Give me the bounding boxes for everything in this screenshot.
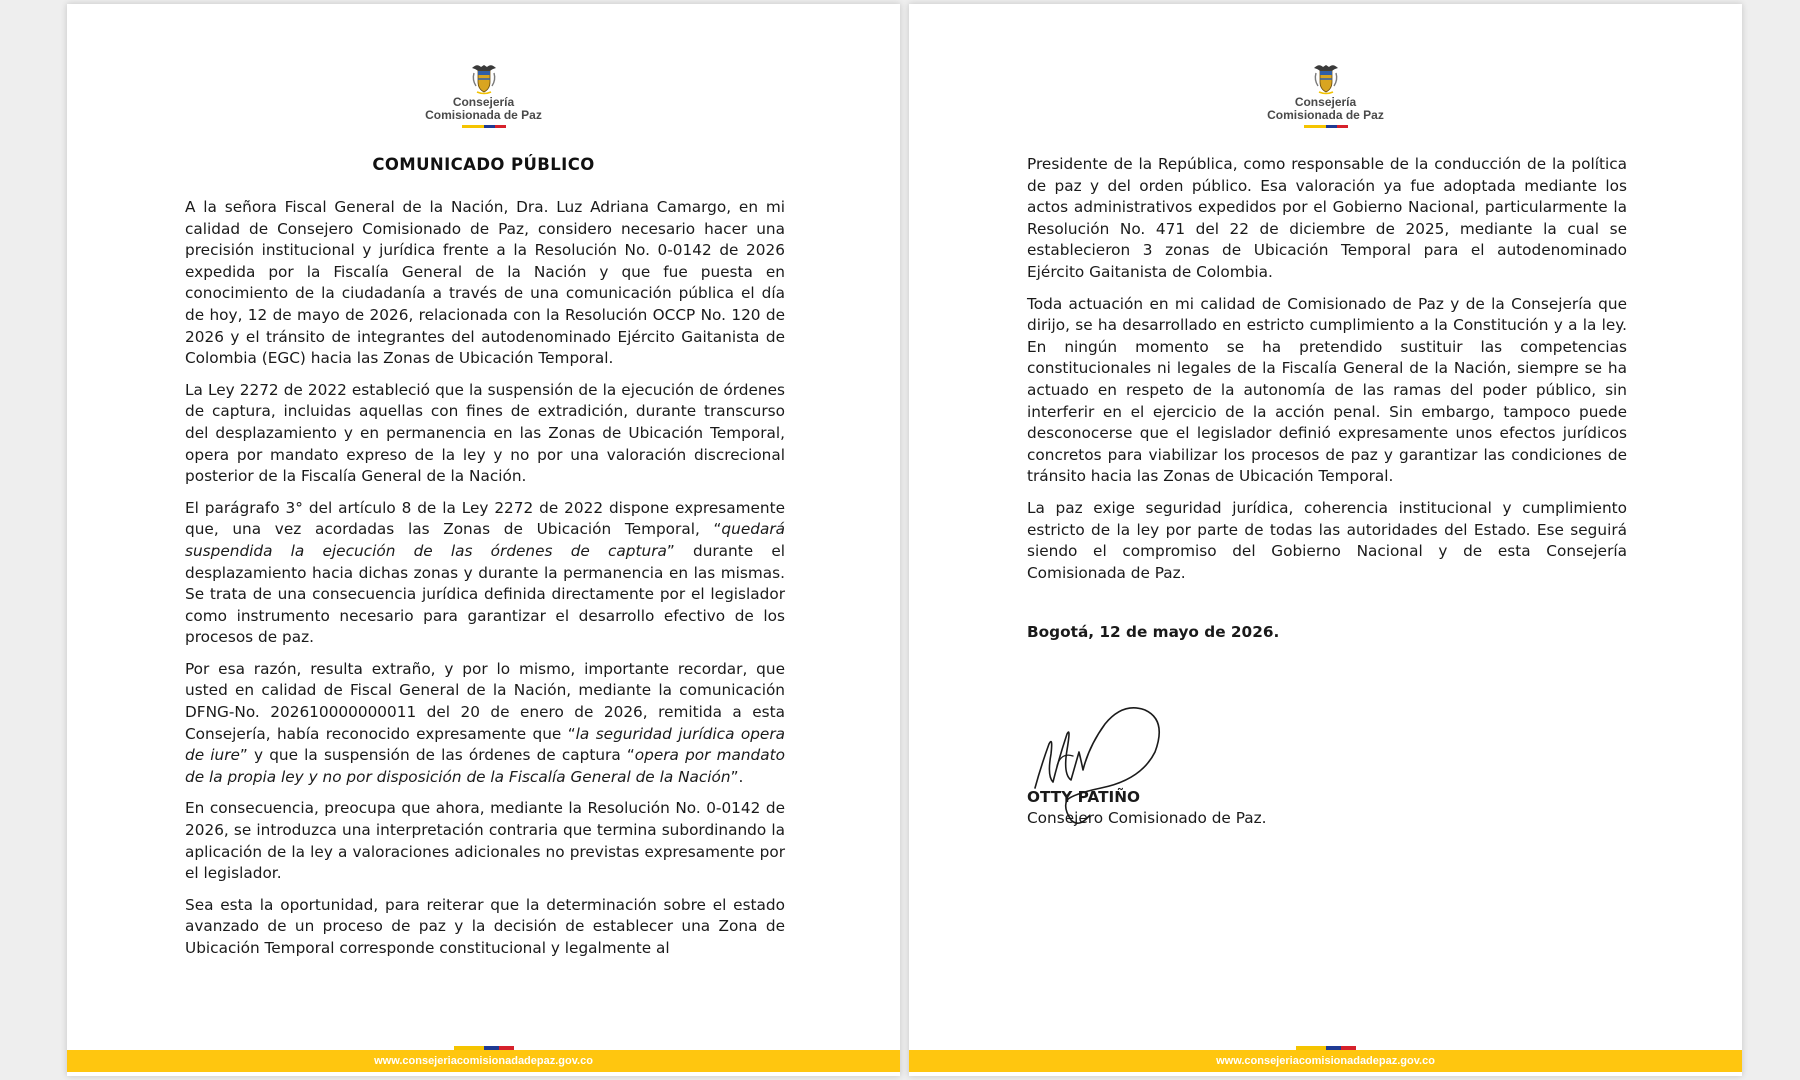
paragraph: A la señora Fiscal General de la Nación, Dra. Luz Adriana Camargo, en mi calidad de Consejero Comisionado de Paz, considero necesario hacer una precisión institucional y jurídica frente a la Resolución No. 0-0142 de 2026 expedida por la Fiscalía General de la Nación y que fue puesta en conocimiento de la ciudadanía a través de una comunicación pública el día de hoy, 12 de mayo de 2026, relacionada con la Resolución OCCP No. 120 de 2026 y el tránsito de integrantes del autodenominado Ejército Gaitanista de Colombia (EGC) hacia las Zonas de Ubicación Temporal.: [185, 198, 785, 368]
paragraph: En consecuencia, preocupa que ahora, mediante la Resolución No. 0-0142 de 2026, se introduzca una interpretación contraria que termina subordinando la aplicación de la ley a valoraciones adicionales no previstas expresamente por el legislador.: [185, 799, 785, 883]
text-run: Por esa razón, resulta extraño, y por lo mismo, importante recordar, que usted en calidad de Fiscal General de la Nación, mediante la comunicación DFNG-No. 202610000000011 del 20 de enero de 2026, remitida a esta Consejería, había reconocido expresamente que “: [185, 659, 785, 743]
paragraph: Toda actuación en mi calidad de Comisionado de Paz y de la Consejería que dirijo, se ha desarrollado en estricto cumplimiento a la Constitución y a la ley. En ningún momento se ha pretendido sustituir las competencias constitucionales ni legales de la Fiscalía General de la Nación, siempre se ha actuado en respeto de la autonomía de las ramas del poder público, sin interferir en el ejercicio de la acción penal. Sin embargo, tampoco puede desconocerse que el legislador definió expresamente unos efectos jurídicos concretos para viabilizar los procesos de paz y garantizar las condiciones de tránsito hacia las Zonas de Ubicación Temporal.: [1027, 294, 1627, 486]
document-body: [1027, 154, 1627, 644]
text-run: ”.: [730, 767, 744, 786]
signer-role: Consejero Comisionado de Paz.: [1027, 809, 1267, 827]
logo-text-line1: Consejería: [1294, 95, 1357, 109]
text-run: ” durante el desplazamiento hacia dichas zonas y durante la permanencia en las mismas. Se trata de una consecuencia jurídica definida directamente por el legislador como instrumento necesario para garantizar el desarrollo efectivo de los procesos de paz.: [185, 541, 786, 647]
document-page-2: [909, 4, 1742, 1076]
paragraph: [185, 659, 785, 789]
consejeria-logo: [909, 62, 1742, 128]
coat-of-arms-icon: [469, 62, 499, 96]
colombia-flag-stripe: [1304, 125, 1348, 128]
paragraph: La paz exige seguridad jurídica, coherencia institucional y cumplimiento estricto de la ley por parte de todas las autoridades del Estado. Ese seguirá siendo el compromiso del Gobierno Nacional y de esta Consejería Comisionada de Paz.: [1027, 498, 1627, 582]
logo-text-line2: Comisionada de Paz: [1267, 108, 1384, 122]
paragraph: Presidente de la República, como responsable de la conducción de la política de paz y del orden público. Esa valoración ya fue adoptada mediante los actos administrativos expedidos por el Gobierno Nacional, particularmente la Resolución No. 471 del 22 de diciembre de 2025, mediante la cual se establecieron 3 zonas de Ubicación Temporal para el autodenominado Ejército Gaitanista de Colombia.: [1027, 155, 1627, 281]
footer-url-link[interactable]: www.consejeriacomisionadadepaz.gov.co: [909, 1050, 1742, 1072]
logo-text-line1: Consejería: [452, 95, 515, 109]
quoted-text: la seguridad jurídica opera de iure: [185, 724, 786, 765]
quoted-text: quedará suspendida la ejecución de las órdenes de captura: [185, 520, 785, 560]
paragraph: [185, 498, 785, 649]
text-run: El parágrafo 3° del artículo 8 de la Ley 2272 de 2022 dispone expresamente que, una vez acordadas las Zonas de Ubicación Temporal, “: [185, 498, 785, 539]
footer-url-link[interactable]: www.consejeriacomisionadadepaz.gov.co: [67, 1050, 900, 1072]
signature-block: [1027, 696, 1447, 836]
text-run: ” y que la suspensión de las órdenes de captura “: [239, 746, 635, 765]
coat-of-arms-icon: [1311, 62, 1341, 96]
consejeria-logo: [67, 62, 900, 128]
signer-name: OTTY PATIÑO: [1027, 788, 1141, 806]
colombia-flag-stripe: [462, 125, 506, 128]
paragraph: La Ley 2272 de 2022 estableció que la suspensión de la ejecución de órdenes de captura, incluidas aquellas con fines de extradición, durante transcurso del desplazamiento y en permanencia en las Zonas de Ubicación Temporal, opera por mandato expreso de la ley y no por una valoración discrecional posterior de la Fiscalía General de la Nación.: [185, 380, 785, 486]
quoted-text: opera por mandato de la propia ley y no por disposición de la Fiscalía General de la Nación: [185, 746, 785, 786]
document-page-1: [67, 4, 900, 1076]
document-body: [185, 197, 785, 970]
logo-text-line2: Comisionada de Paz: [425, 108, 542, 122]
document-title: COMUNICADO PÚBLICO: [372, 155, 595, 174]
paragraph: Sea esta la oportunidad, para reiterar que la determinación sobre el estado avanzado de un proceso de paz y la decisión de establecer una Zona de Ubicación Temporal corresponde constitucional y legalmente al: [185, 895, 785, 957]
place-and-date: Bogotá, 12 de mayo de 2026.: [1027, 623, 1280, 642]
